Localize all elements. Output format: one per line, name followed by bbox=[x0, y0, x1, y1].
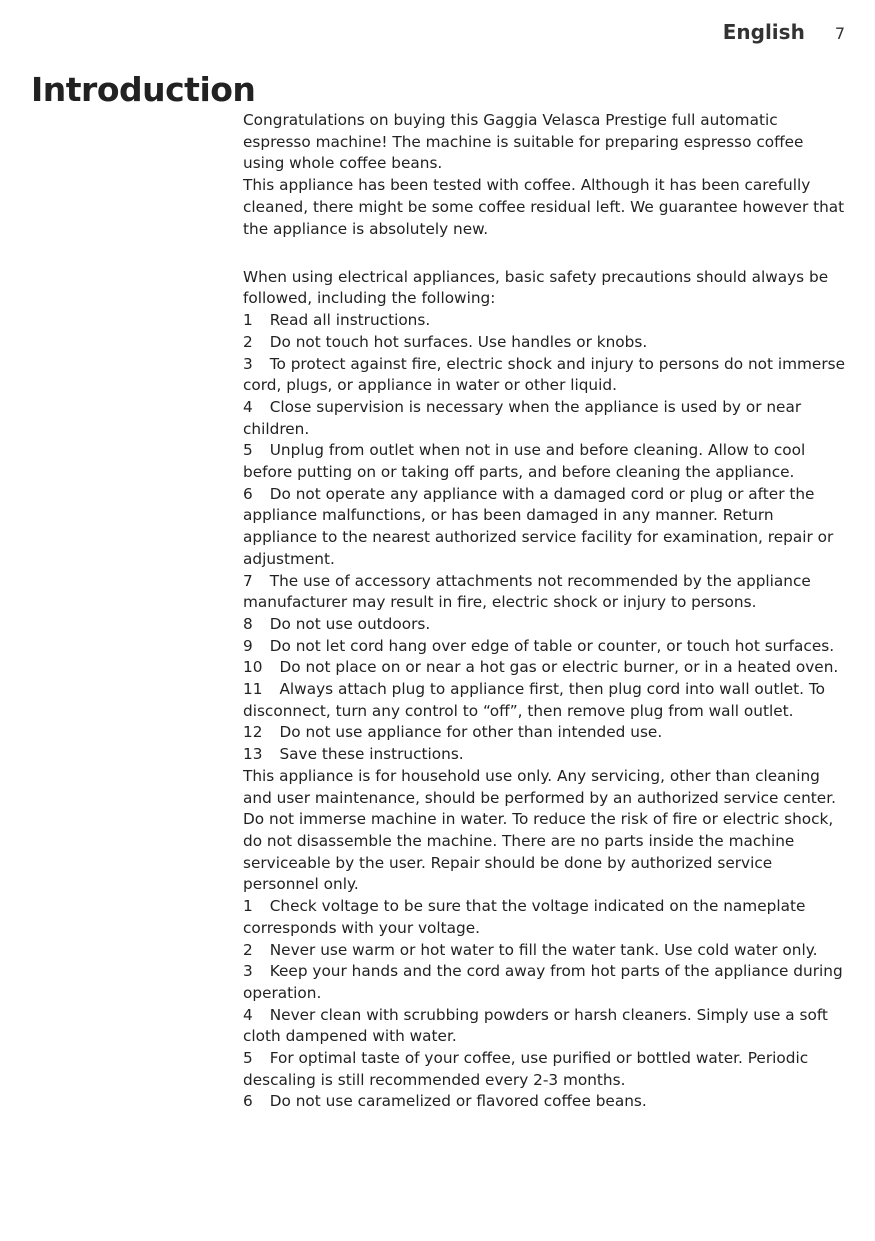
list-item bbox=[243, 397, 845, 440]
item-number: 4 bbox=[243, 1005, 253, 1024]
section-title: Introduction bbox=[31, 70, 256, 109]
item-text: To protect against fire, electric shock and injury to persons do not immerse cord, plugs, or appliance in water or other liquid. bbox=[243, 354, 846, 395]
item-number: 13 bbox=[243, 745, 263, 764]
safety-list bbox=[243, 310, 845, 766]
list-item bbox=[243, 354, 845, 397]
safety-intro: When using electrical appliances, basic safety precautions should always be followed, including the following: bbox=[243, 267, 829, 308]
item-text: Always attach plug to appliance first, then plug cord into wall outlet. To disconnect, turn any control to “off”, then remove plug from wall outlet. bbox=[243, 680, 825, 720]
item-text: Do not touch hot surfaces. Use handles or knobs. bbox=[269, 332, 648, 351]
item-number: 12 bbox=[243, 723, 263, 742]
item-number: 2 bbox=[243, 332, 253, 351]
list-item bbox=[243, 896, 845, 939]
item-number: 6 bbox=[243, 484, 253, 503]
usage-list bbox=[243, 896, 845, 1113]
item-number: 1 bbox=[243, 311, 253, 330]
item-number: 5 bbox=[243, 441, 253, 460]
page-header bbox=[723, 20, 845, 48]
list-item bbox=[243, 484, 845, 571]
list-item bbox=[243, 614, 845, 636]
household-note: This appliance is for household use only. Any servicing, other than cleaning and user maintenance, should be performed by an authorized service center. Do not immerse machine in water. To reduce the risk of fire or electric shock, do not disassemble the machine. There are no parts inside the machine serviceable by the user. Repair should be done by authorized service personnel only. bbox=[243, 766, 836, 894]
item-number: 5 bbox=[243, 1049, 253, 1068]
list-item bbox=[243, 722, 845, 744]
item-text: Check voltage to be sure that the voltage indicated on the nameplate corresponds with your voltage. bbox=[243, 897, 806, 937]
intro-paragraph: This appliance has been tested with coffee. Although it has been carefully cleaned, there might be some coffee residual left. We guarantee however that the appliance is absolutely new. bbox=[243, 176, 845, 238]
item-text: Read all instructions. bbox=[269, 311, 431, 330]
intro-paragraph: Congratulations on buying this Gaggia Velasca Prestige full automatic espresso machine! The machine is suitable for preparing espresso coffee using whole coffee beans. bbox=[243, 111, 804, 173]
item-text: Do not operate any appliance with a damaged cord or plug or after the appliance malfunctions, or has been damaged in any manner. Return appliance to the nearest authorized service facility for examination, repair or adjustment. bbox=[243, 484, 834, 568]
list-item bbox=[243, 636, 845, 658]
list-item bbox=[243, 440, 845, 483]
list-item bbox=[243, 332, 845, 354]
item-number: 8 bbox=[243, 614, 253, 633]
item-number: 3 bbox=[243, 354, 253, 373]
list-item bbox=[243, 940, 845, 962]
item-text: Unplug from outlet when not in use and before cleaning. Allow to cool before putting on or taking off parts, and before cleaning the appliance. bbox=[243, 441, 806, 482]
item-text: Do not use outdoors. bbox=[269, 614, 431, 633]
item-text: Close supervision is necessary when the appliance is used by or near children. bbox=[243, 397, 802, 438]
paragraph-gap bbox=[243, 240, 845, 267]
language-label: English bbox=[722, 20, 805, 44]
item-text: Never use warm or hot water to fill the water tank. Use cold water only. bbox=[269, 940, 818, 959]
page-number: 7 bbox=[834, 24, 845, 43]
item-text: The use of accessory attachments not recommended by the appliance manufacturer may result in fire, electric shock or injury to persons. bbox=[243, 571, 811, 612]
list-item bbox=[243, 961, 845, 1004]
body-content bbox=[243, 110, 845, 1113]
item-number: 11 bbox=[243, 680, 263, 699]
list-item bbox=[243, 657, 845, 679]
item-number: 9 bbox=[243, 636, 253, 655]
item-number: 4 bbox=[243, 397, 253, 416]
item-number: 7 bbox=[243, 571, 253, 590]
item-text: Do not place on or near a hot gas or electric burner, or in a heated oven. bbox=[279, 658, 839, 677]
list-item bbox=[243, 744, 845, 766]
item-number: 6 bbox=[243, 1092, 253, 1111]
list-item bbox=[243, 1048, 845, 1091]
item-text: Keep your hands and the cord away from hot parts of the appliance during operation. bbox=[243, 962, 843, 1002]
list-item bbox=[243, 679, 845, 722]
item-text: Do not use caramelized or flavored coffee beans. bbox=[269, 1092, 647, 1111]
item-number: 2 bbox=[243, 940, 253, 959]
list-item bbox=[243, 1005, 845, 1048]
item-number: 3 bbox=[243, 962, 253, 981]
item-text: Do not use appliance for other than intended use. bbox=[279, 723, 663, 742]
list-item bbox=[243, 310, 845, 332]
item-text: Save these instructions. bbox=[279, 745, 464, 764]
item-text: Never clean with scrubbing powders or harsh cleaners. Simply use a soft cloth dampened with water. bbox=[243, 1005, 828, 1046]
item-number: 10 bbox=[243, 658, 263, 677]
list-item bbox=[243, 1091, 845, 1113]
item-number: 1 bbox=[243, 897, 253, 916]
list-item bbox=[243, 571, 845, 614]
item-text: Do not let cord hang over edge of table or counter, or touch hot surfaces. bbox=[269, 636, 835, 655]
item-text: For optimal taste of your coffee, use purified or bottled water. Periodic descaling is still recommended every 2-3 months. bbox=[243, 1049, 809, 1089]
